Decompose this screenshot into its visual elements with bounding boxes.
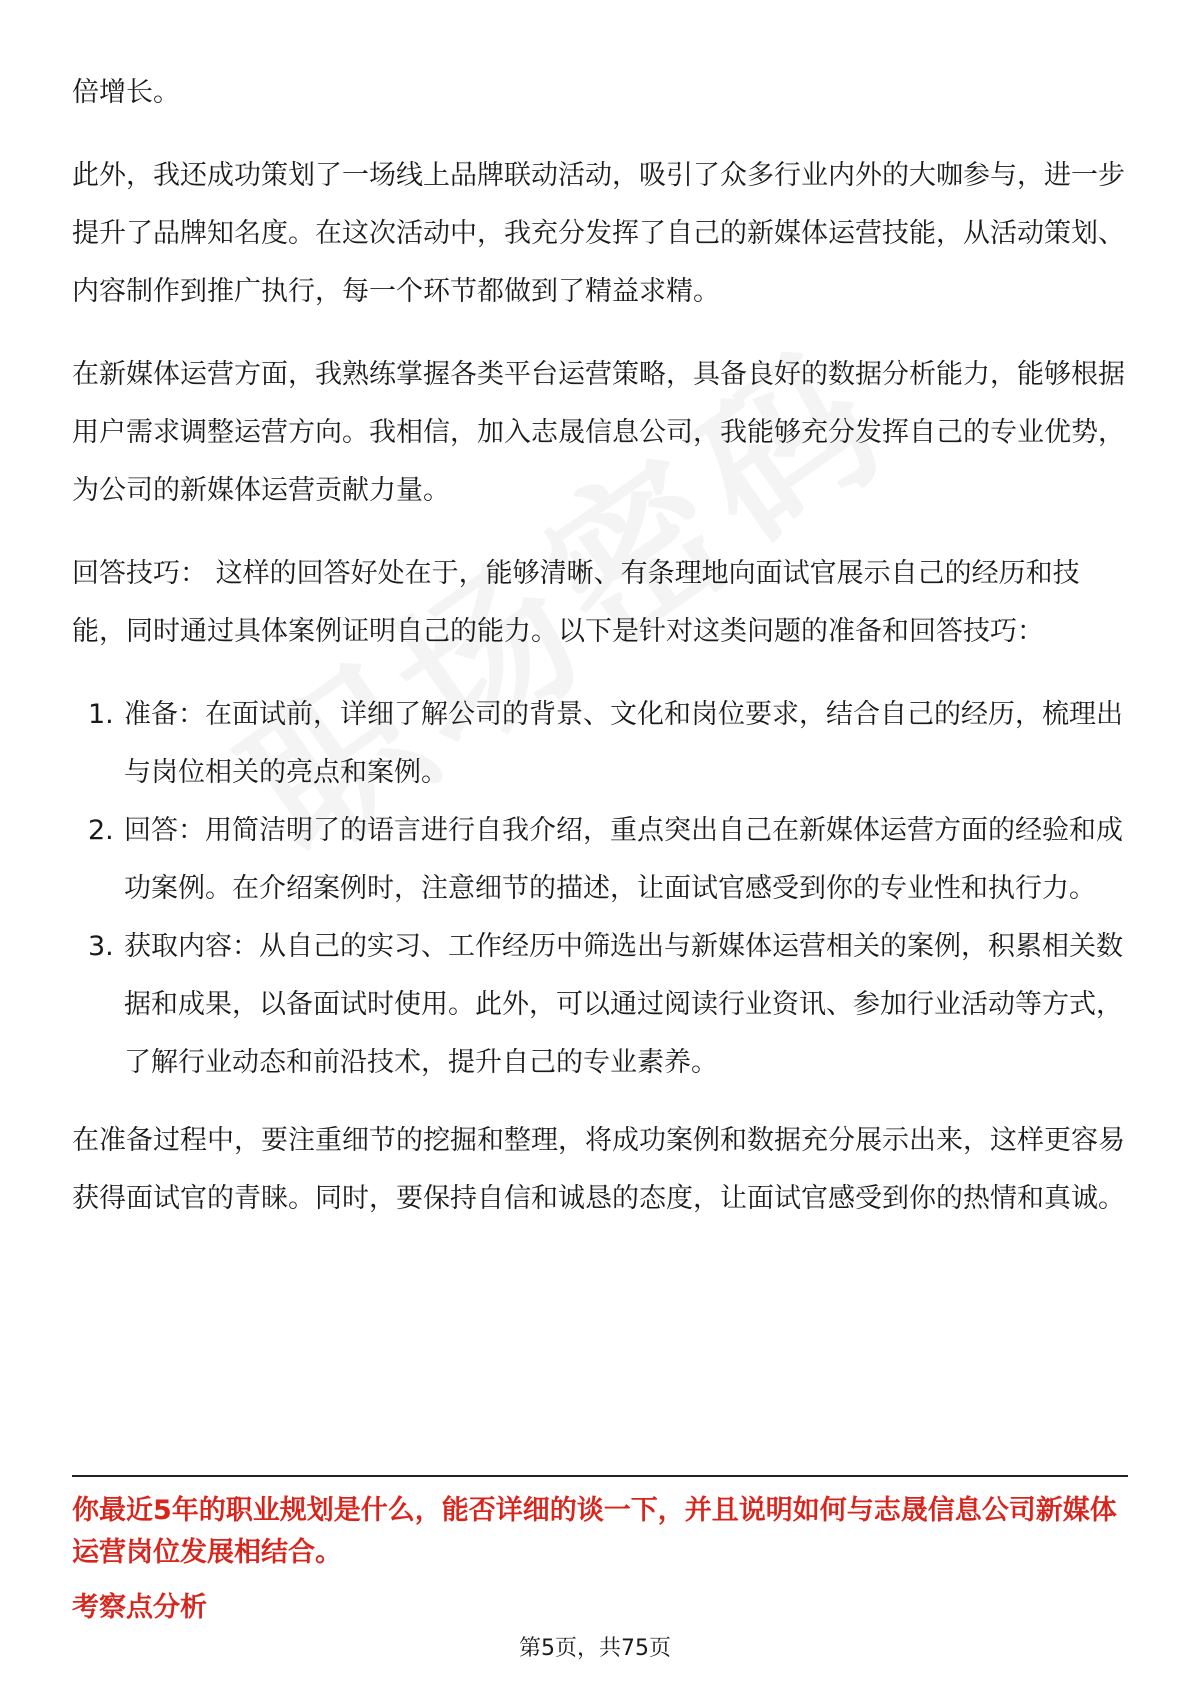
list-item-number: 3.	[88, 931, 114, 962]
interview-question: 你最近5年的职业规划是什么，能否详细的谈一下，并且说明如何与志晟信息公司新媒体运营岗位发展相结合。	[72, 1495, 1117, 1568]
page-number: 第5页，共75页	[519, 1636, 671, 1661]
paragraph-brand-event: 此外，我还成功策划了一场线上品牌联动活动，吸引了众多行业内外的大咖参与，进一步提升了品牌知名度。在这次活动中，我充分发挥了自己的新媒体运营技能，从活动策划、内容制作到推广执行，每一个环节都做到了精益求精。	[72, 160, 1125, 307]
list-item-text: 准备：在面试前，详细了解公司的背景、文化和岗位要求，结合自己的经历，梳理出与岗位相关的亮点和案例。	[124, 699, 1123, 788]
paragraph-continuation: 倍增长。	[72, 77, 180, 108]
section-title: 考察点分析	[72, 1592, 207, 1623]
list-item	[72, 802, 1128, 918]
paragraph-answer-tips: 回答技巧： 这样的回答好处在于，能够清晰、有条理地向面试官展示自己的经历和技能，同时通过具体案例证明自己的能力。以下是针对这类问题的准备和回答技巧：	[72, 558, 1080, 647]
tips-list	[72, 686, 1128, 1092]
list-item-number: 2.	[88, 815, 114, 846]
paragraph-operations-skills: 在新媒体运营方面，我熟练掌握各类平台运营策略，具备良好的数据分析能力，能够根据用户需求调整运营方向。我相信，加入志晟信息公司，我能够充分发挥自己的专业优势，为公司的新媒体运营贡献力量。	[72, 359, 1125, 506]
list-item-number: 1.	[88, 699, 114, 730]
list-item	[72, 686, 1128, 802]
body-content	[72, 64, 1128, 1253]
list-item	[72, 918, 1128, 1092]
paragraph-preparation: 在准备过程中，要注重细节的挖掘和整理，将成功案例和数据充分展示出来，这样更容易获得面试官的青睐。同时，要保持自信和诚恳的态度，让面试官感受到你的热情和真诚。	[72, 1125, 1125, 1214]
list-item-text: 获取内容：从自己的实习、工作经历中筛选出与新媒体运营相关的案例，积累相关数据和成果，以备面试时使用。此外，可以通过阅读行业资讯、参加行业活动等方式，了解行业动态和前沿技术，提升自己的专业素养。	[124, 931, 1123, 1078]
section-divider	[72, 1475, 1128, 1477]
list-item-text: 回答：用简洁明了的语言进行自我介绍，重点突出自己在新媒体运营方面的经验和成功案例。在介绍案例时，注意细节的描述，让面试官感受到你的专业性和执行力。	[124, 815, 1123, 904]
